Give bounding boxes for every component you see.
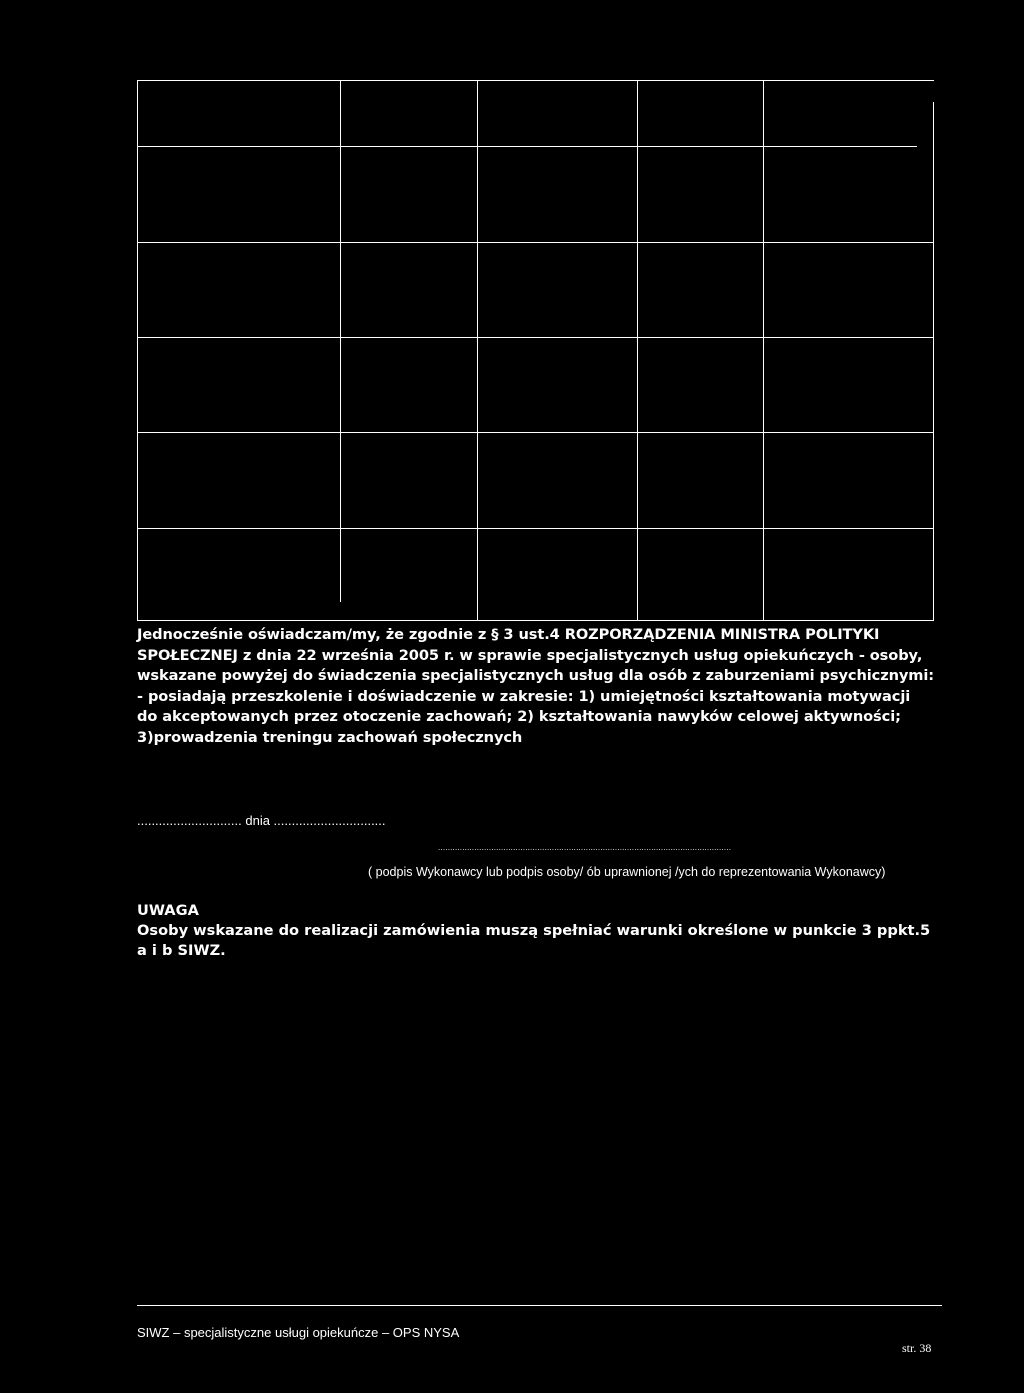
table-rule-row [137, 528, 934, 529]
note-body [137, 921, 957, 961]
statement-line: do akceptowanych przez otoczenie zachowań; 2) kształtowania nawyków celowej aktywności; [137, 708, 901, 725]
table-col-border [763, 80, 764, 621]
table-rule-row [137, 242, 934, 243]
table-col-border-right [933, 102, 934, 621]
statement-line: - posiadają przeszkolenie i doświadczenie w zakresie: 1) umiejętności kształtowania motywacji [137, 687, 911, 705]
note-line: Osoby wskazane do realizacji zamówienia muszą spełniać warunki określone w punkcie 3 ppkt.5 [137, 922, 931, 939]
table-col-border [477, 80, 478, 621]
statement-line: wskazane powyżej do świadczenia specjalistycznych usług dla osób z zaburzeniami psychicznymi: [137, 667, 935, 684]
empty-personnel-table [137, 80, 934, 621]
footer-divider [137, 1305, 942, 1306]
table-col-border-left [137, 80, 138, 621]
signature-field: ......................................................................................................................... [438, 843, 732, 852]
statement-line: Jednocześnie oświadczam/my, że zgodnie z § 3 ust.4 ROZPORZĄDZENIA MINISTRA POLITYKI [137, 626, 880, 643]
statement-line: SPOŁECZNEJ z dnia 22 września 2005 r. w sprawie specjalistycznych usług opiekuńczych - osoby, [137, 646, 923, 664]
note-line: a i b SIWZ. [137, 942, 226, 959]
footer-text: SIWZ – specjalistyczne usługi opiekuńcze – OPS NYSA [137, 1325, 460, 1340]
table-rule-top [137, 80, 934, 81]
place-date-field: ............................. dnia ............................... [137, 813, 386, 828]
table-rule-row [137, 432, 934, 433]
table-rule-row [137, 337, 934, 338]
table-rule-header [137, 146, 917, 147]
signature-caption: ( podpis Wykonawcy lub podpis osoby/ ób uprawnionej /ych do reprezentowania Wykonawcy) [368, 865, 886, 879]
table-col-border [340, 80, 341, 602]
table-rule-bottom [137, 620, 934, 621]
note-title: UWAGA [137, 902, 199, 919]
page-number: str. 38 [902, 1341, 932, 1355]
table-col-border [637, 80, 638, 621]
personnel-statement [137, 625, 957, 748]
statement-line: 3)prowadzenia treningu zachowań społecznych [137, 728, 523, 746]
